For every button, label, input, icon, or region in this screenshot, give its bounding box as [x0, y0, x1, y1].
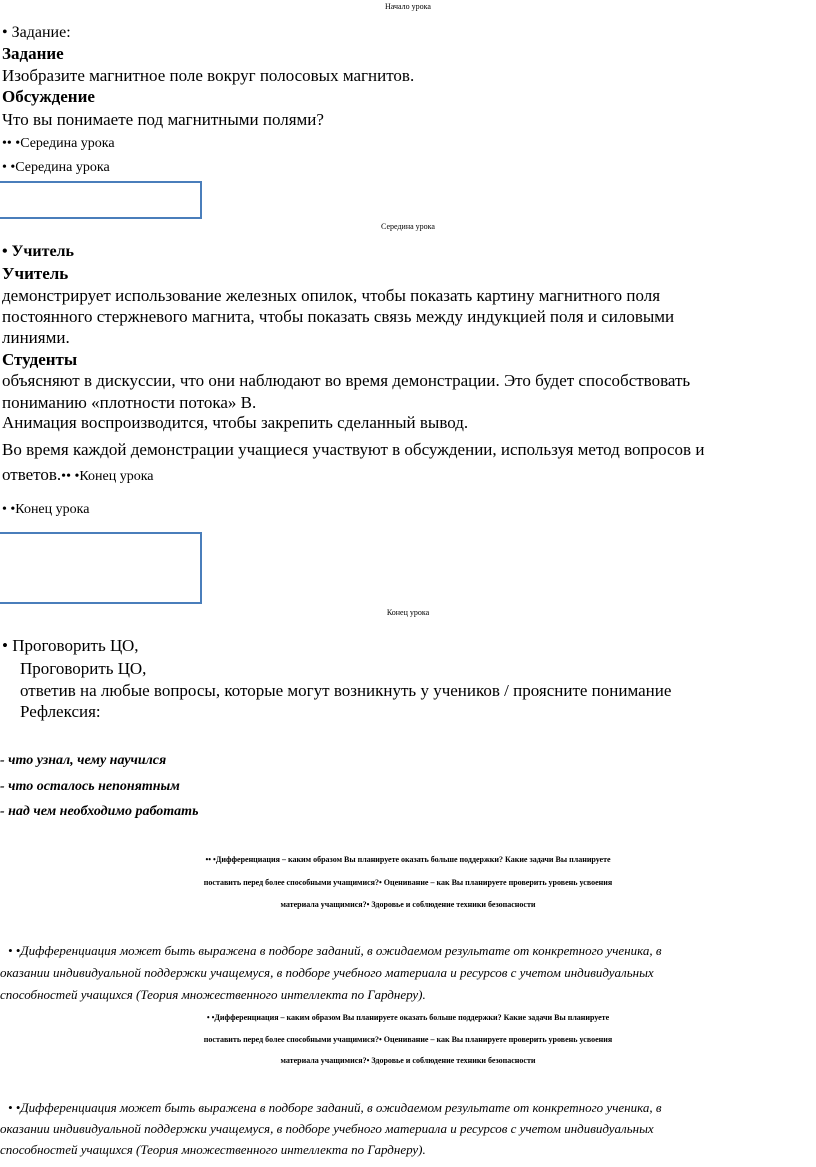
discussion-text: Что вы понимаете под магнитными полями? [2, 110, 324, 129]
diff-text-2-line-2: оказании индивидуальной поддержки учащемуся, в подборе учебного материала и ресурсов с учетом индивидуальных [0, 1121, 654, 1136]
discussion-label: Обсуждение [2, 87, 95, 106]
diff-heading-2-line-1: • •Дифференциация – каким образом Вы планируете оказать больше поддержки? Какие задачи Вы планируете [206, 1013, 610, 1022]
co-line: Проговорить ЦО, [20, 659, 147, 678]
students-text-line-2: пониманию «плотности потока» В. [2, 393, 257, 412]
teacher-label: Учитель [2, 264, 69, 283]
task-label: Задание [2, 44, 64, 63]
diff-heading-2-line-3: материала учащимися?• Здоровье и соблюдение техники безопасности [280, 1056, 536, 1065]
task-bullet-text: • Задание: [2, 24, 71, 41]
mid-bullet-1: •• •Середина урока [2, 136, 115, 151]
diff-heading-1-line-1: •• •Дифференциация – каким образом Вы планируете оказать больше поддержки? Какие задачи Вы планируете [205, 855, 611, 864]
mid-bullet-2: • •Середина урока [2, 160, 110, 175]
diff-text-1-line-2: оказании индивидуальной поддержки учащемуся, в подборе учебного материала и ресурсов с учетом индивидуальных [0, 965, 654, 980]
empty-frame-1 [0, 181, 202, 219]
task-text: Изобразите магнитное поле вокруг полосовых магнитов. [2, 66, 415, 85]
empty-frame-2 [0, 532, 202, 604]
answer-line: ответив на любые вопросы, которые могут возникнуть у учеников / проясните понимание [20, 681, 672, 700]
students-text-line-1: объясняют в дискуссии, что они наблюдают во время демонстрации. Это будет способствовать [2, 371, 691, 390]
diff-text-1-line-3: способностей учащихся (Теория множественного интеллекта по Гарднеру). [0, 987, 426, 1002]
diff-heading-1-line-3: материала учащимися?• Здоровье и соблюдение техники безопасности [280, 900, 536, 909]
mid-center-heading: Середина урока [381, 222, 435, 231]
teacher-text-line-3: линиями. [2, 328, 70, 347]
diff-text-2-line-1: • •Дифференциация может быть выражена в подборе заданий, в ожидаемом результате от конкретного ученика, в [8, 1100, 662, 1115]
demo-text-line-2-row [2, 465, 154, 485]
diff-heading-2-line-2: поставить перед более способными учащимися?• Оценивание – как Вы планируете проверить уровень усвоения [203, 1035, 613, 1044]
teacher-text-line-1: демонстрирует использование железных опилок, чтобы показать картину магнитного поля [2, 286, 661, 305]
end-inline-heading: •• •Конец урока [61, 469, 154, 484]
end-bullet: • •Конец урока [2, 502, 90, 517]
diff-heading-1-line-2: поставить перед более способными учащимися?• Оценивание – как Вы планируете проверить уровень усвоения [203, 878, 613, 887]
lesson-start-heading: Начало урока [385, 2, 431, 11]
reflection-item: - что узнал, чему научился [0, 753, 167, 768]
teacher-bullet: • Учитель [2, 243, 74, 260]
teacher-text-line-2: постоянного стержневого магнита, чтобы показать связь между индукцией поля и силовыми [2, 307, 675, 326]
reflection-item: - над чем необходимо работать [0, 804, 199, 819]
end-center-heading: Конец урока [386, 608, 430, 617]
demo-text-line-2: ответов. [2, 465, 62, 484]
diff-text-1-line-1: • •Дифференциация может быть выражена в подборе заданий, в ожидаемом результате от конкретного ученика, в [8, 943, 662, 958]
diff-text-2-line-3: способностей учащихся (Теория множественного интеллекта по Гарднеру). [0, 1142, 426, 1157]
task-bullet [2, 24, 71, 42]
students-label: Студенты [2, 350, 78, 369]
reflection-item: - что осталось непонятным [0, 779, 180, 794]
animation-text: Анимация воспроизводится, чтобы закрепить сделанный вывод. [2, 413, 469, 432]
demo-text-line-1: Во время каждой демонстрации учащиеся участвуют в обсуждении, используя метод вопросов и [2, 440, 705, 459]
reflection-label: Рефлексия: [20, 702, 101, 721]
co-bullet: • Проговорить ЦО, [2, 636, 139, 655]
